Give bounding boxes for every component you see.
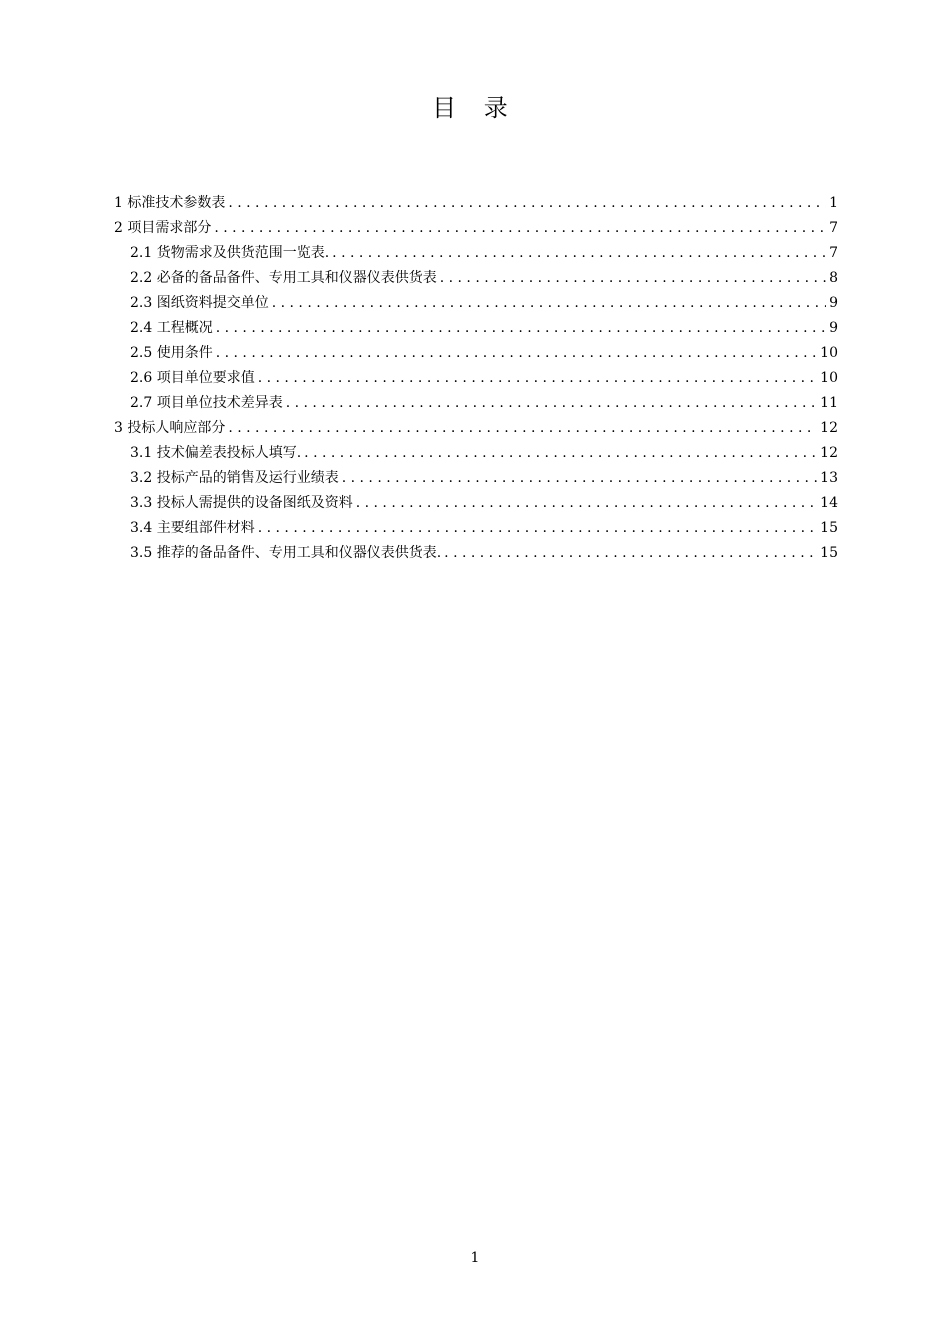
toc-entry-page: 1 [829,195,838,211]
toc-leader-dots [216,316,826,341]
toc-entry[interactable] [114,291,838,316]
toc-leader-dots [440,266,826,291]
toc-leader-dots [304,441,817,466]
toc-entry[interactable] [114,341,838,366]
toc-leader-dots [444,541,817,566]
toc-leader-dots [214,216,826,241]
toc-entry[interactable] [114,266,838,291]
table-of-contents [114,191,838,566]
page-title: 目 录 [432,94,518,122]
toc-entry-label: 3.1 技术偏差表投标人填写. [130,445,302,461]
toc-entry-page: 12 [820,420,838,436]
toc-entry[interactable] [114,491,838,516]
toc-entry-page: 12 [820,445,838,461]
toc-entry[interactable] [114,441,838,466]
toc-entry-page: 14 [820,495,838,511]
toc-entry-page: 15 [820,545,838,561]
toc-entry-label: 1 标准技术参数表 [114,195,226,211]
toc-leader-dots [272,291,826,316]
toc-entry-page: 13 [820,470,838,486]
toc-entry-page: 7 [829,245,838,261]
toc-entry-label: 2.1 货物需求及供货范围一览表. [130,245,330,261]
toc-entry[interactable] [114,466,838,491]
toc-entry-label: 2.5 使用条件 [130,345,213,361]
toc-entry-label: 3.4 主要组部件材料 [130,520,255,536]
toc-entry-page: 10 [820,345,838,361]
toc-leader-dots [356,491,817,516]
toc-entry[interactable] [114,316,838,341]
toc-entry-label: 3.2 投标产品的销售及运行业绩表 [130,470,339,486]
toc-entry-label: 2.3 图纸资料提交单位 [130,295,269,311]
toc-entry[interactable] [114,191,838,216]
toc-entry-page: 7 [829,220,838,236]
toc-leader-dots [228,416,817,441]
toc-entry-label: 3 投标人响应部分 [114,420,226,436]
toc-entry-page: 11 [820,395,838,411]
toc-entry-page: 8 [829,270,838,286]
toc-entry-label: 2.4 工程概况 [130,320,213,336]
toc-entry-page: 15 [820,520,838,536]
toc-leader-dots [216,341,817,366]
toc-leader-dots [258,516,817,541]
toc-entry-page: 9 [829,295,838,311]
toc-leader-dots [286,391,817,416]
toc-leader-dots [342,466,817,491]
toc-entry-label: 3.5 推荐的备品备件、专用工具和仪器仪表供货表. [130,545,442,561]
toc-entry-label: 2 项目需求部分 [114,220,212,236]
toc-leader-dots [228,191,826,216]
toc-entry[interactable] [114,366,838,391]
toc-entry-label: 2.6 项目单位要求值 [130,370,255,386]
toc-entry-label: 3.3 投标人需提供的设备图纸及资料 [130,495,353,511]
toc-leader-dots [332,241,826,266]
toc-entry-label: 2.7 项目单位技术差异表 [130,395,283,411]
toc-entry[interactable] [114,216,838,241]
toc-entry[interactable] [114,416,838,441]
toc-leader-dots [258,366,817,391]
toc-entry-page: 10 [820,370,838,386]
page-number: 1 [470,1250,480,1266]
toc-entry-label: 2.2 必备的备品备件、专用工具和仪器仪表供货表 [130,270,437,286]
toc-entry-page: 9 [829,320,838,336]
toc-entry[interactable] [114,541,838,566]
toc-entry[interactable] [114,516,838,541]
toc-entry[interactable] [114,391,838,416]
toc-entry[interactable] [114,241,838,266]
